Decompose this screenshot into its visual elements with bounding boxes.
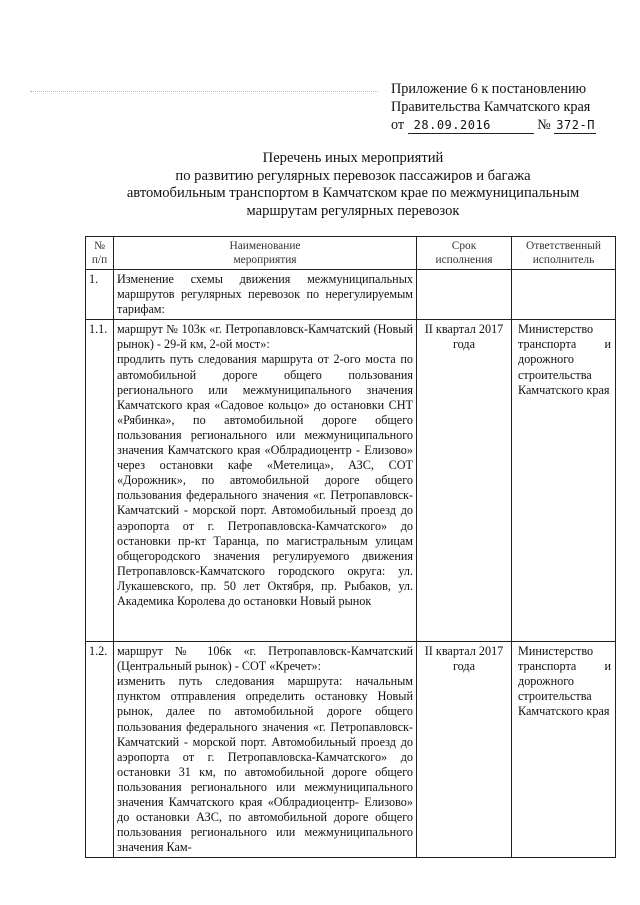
row-responsible: Министерство транспорта и дорожного строительства Камчатского края	[512, 642, 616, 858]
row-term: II квартал 2017 года	[417, 320, 512, 642]
row-measure	[114, 642, 417, 858]
row-spacer	[117, 609, 413, 639]
number-label: №	[537, 117, 551, 133]
resolution-number: 372-П	[556, 118, 595, 132]
row-term	[417, 270, 512, 320]
document-title	[104, 150, 602, 220]
header-name: Наименование мероприятия	[114, 237, 417, 270]
route-title: маршрут № 103к «г. Петропавловск-Камчатский (Новый рынок) - 29-й км, 2-ой мост»:	[117, 322, 413, 352]
row-measure	[114, 320, 417, 642]
row-responsible: Министерство транспорта и дорожного строительства Камчатского края	[512, 320, 616, 642]
title-line: по развитию регулярных перевозок пассажиров и багажа	[175, 167, 531, 184]
row-measure: Изменение схемы движения межмуниципальных маршрутов регулярных перевозок по нерегулируемым тарифам:	[114, 270, 417, 320]
row-number: 1.1.	[86, 320, 114, 642]
title-line: автомобильным транспортом в Камчатском крае по межмуниципальным	[126, 185, 580, 202]
row-number: 1.	[86, 270, 114, 320]
header-num: № п/п	[86, 237, 114, 270]
table-header-row	[86, 237, 616, 270]
header-responsible: Ответственный исполнитель	[512, 237, 616, 270]
measures-table	[85, 236, 616, 858]
table-row	[86, 320, 616, 642]
row-responsible	[512, 270, 616, 320]
row-number: 1.2.	[86, 642, 114, 858]
appendix-line-3	[391, 116, 631, 134]
appendix-line-1: Приложение 6 к постановлению	[391, 81, 587, 97]
dotted-guide-line	[30, 91, 378, 94]
title-line: маршрутам регулярных перевозок	[246, 202, 460, 219]
appendix-line-2: Правительства Камчатского края	[391, 99, 591, 115]
route-title: маршрут № 106к «г. Петропавловск-Камчатский (Центральный рынок) - СОТ «Кречет»:	[117, 644, 413, 674]
header-term: Срок исполнения	[417, 237, 512, 270]
route-description: продлить путь следования маршрута от 2-ого моста по автомобильной дороге общего пользования регионального или межмуниципального значения Камчатского края «Садовое кольцо» до остановки СНТ «Рябинка», по автомобильной дороге общего пользования регионального или межмуниципального значения Камчатского края «Облрадиоцентр - Елизово» через остановки кафе «Метелица», АЗС, СОТ «Дорожник», по автомобильной дороге общего пользования федерального значения «г. Петропавловск-Камчатский - морской порт. Автомобильный проезд до аэропорта от г. Петропавловска-Камчатского» до остановки пр-кт Таранца, по магистральным улицам общегородского значения регулируемого движения Петропавловск-Камчатского городского округа: ул. Лукашевского, пр. 50 лет Октября, пр. Рыбаков, ул. Академика Королева до остановки Новый рынок	[117, 352, 413, 608]
table-row	[86, 642, 616, 858]
table-row	[86, 270, 616, 320]
row-term: II квартал 2017 года	[417, 642, 512, 858]
title-line: Перечень иных мероприятий	[262, 150, 444, 166]
route-description: изменить путь следования маршрута: начальным пунктом отправления определить остановку Новый рынок, далее по автомобильной дороге общего пользования федерального значения «г. Петропавловск-Камчатский - морской порт. Автомобильный проезд до аэропорта от г. Петропавловска-Камчатского» до остановки 31 км, по автомобильной дороге общего пользования регионального или межмуниципального значения Камчатского края «Облрадиоцентр- Елизово» до остановки АЗС, по автомобильной дороге общего пользования регионального или межмуниципального значения Кам-	[117, 674, 413, 855]
appendix-header	[391, 80, 631, 134]
resolution-date: 28.09.2016	[408, 118, 534, 134]
from-label: от	[391, 117, 405, 133]
